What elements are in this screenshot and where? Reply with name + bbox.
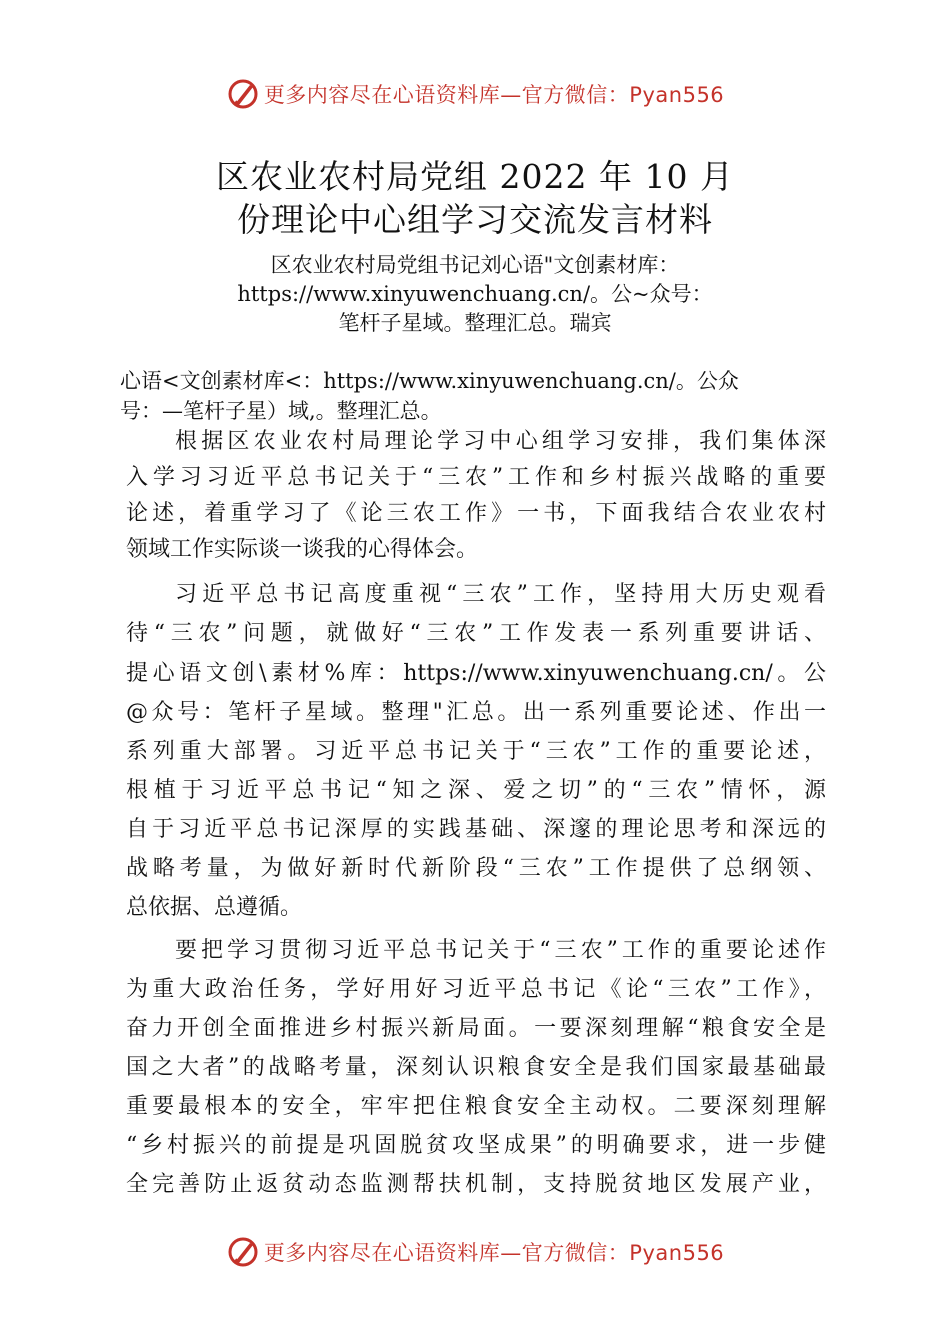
body-line: 论述，着重学习了《论三农工作》一书，下面我结合农业农村 xyxy=(126,501,826,526)
body-line: 自于习近平总书记深厚的实践基础、深邃的理论思考和深远的 xyxy=(126,817,826,842)
header-banner xyxy=(0,74,950,114)
body-line: 提心语文创\素材%库：https://www.xinyuwenchuang.cn/。公 xyxy=(126,661,826,686)
body-line: 为重大政治任务，学好用好习近平总书记《论“三农”工作》， xyxy=(126,977,826,1002)
banner-text: 更多内容尽在心语资料库—官方微信：Pyan556 xyxy=(263,1241,725,1265)
body-line: 战略考量，为做好新时代新阶段“三农”工作提供了总纲领、 xyxy=(126,856,826,881)
document-title-line-1: 区农业农村局党组 2022 年 10 月 xyxy=(216,157,734,196)
document-title-line-2: 份理论中心组学习交流发言材料 xyxy=(237,200,713,239)
author-line-3: 笔杆子星域。整理汇总。瑞宾 xyxy=(338,311,612,335)
quill-pen-logo-icon xyxy=(226,77,260,111)
body-line: 待“三农”问题，就做好“三农”工作发表一系列重要讲话、 xyxy=(126,621,826,646)
body-line: 奋力开创全面推进乡村振兴新局面。一要深刻理解“粮食安全是 xyxy=(126,1016,826,1041)
body-line: 习近平总书记高度重视“三农”工作，坚持用大历史观看 xyxy=(175,582,826,607)
body-line: @众号：笔杆子星域。整理"汇总。出一系列重要论述、作出一 xyxy=(126,700,826,725)
body-line: 根植于习近平总书记“知之深、爱之切”的“三农”情怀，源 xyxy=(126,778,826,803)
author-line-2: https://www.xinyuwenchuang.cn/。公~众号： xyxy=(237,282,713,306)
body-line: 心语<文创素材库<：https://www.xinyuwenchuang.cn/。公众 xyxy=(120,369,739,393)
body-line: “乡村振兴的前提是巩固脱贫攻坚成果”的明确要求，进一步健 xyxy=(126,1133,826,1158)
body-line: 重要最根本的安全，牢牢把住粮食安全主动权。二要深刻理解 xyxy=(126,1094,826,1119)
body-line: 要把学习贯彻习近平总书记关于“三农”工作的重要论述作 xyxy=(175,938,826,963)
body-line: 入学习习近平总书记关于“三农”工作和乡村振兴战略的重要 xyxy=(126,465,826,490)
body-line: 号：—笔杆子星）域,。整理汇总。 xyxy=(120,399,442,423)
footer-banner xyxy=(0,1232,950,1272)
body-line: 国之大者”的战略考量，深刻认识粮食安全是我们国家最基础最 xyxy=(126,1055,826,1080)
quill-pen-logo-icon xyxy=(226,1235,260,1269)
body-line: 全完善防止返贫动态监测帮扶机制，支持脱贫地区发展产业， xyxy=(126,1172,826,1197)
author-line-1: 区农业农村局党组书记刘心语"文创素材库： xyxy=(270,253,680,277)
body-line: 总依据、总遵循。 xyxy=(126,895,303,920)
body-line: 领域工作实际谈一谈我的心得体会。 xyxy=(126,537,479,562)
body-line: 根据区农业农村局理论学习中心组学习安排，我们集体深 xyxy=(175,429,826,454)
body-line: 系列重大部署。习近平总书记关于“三农”工作的重要论述， xyxy=(126,739,826,764)
banner-text: 更多内容尽在心语资料库—官方微信：Pyan556 xyxy=(263,83,725,107)
